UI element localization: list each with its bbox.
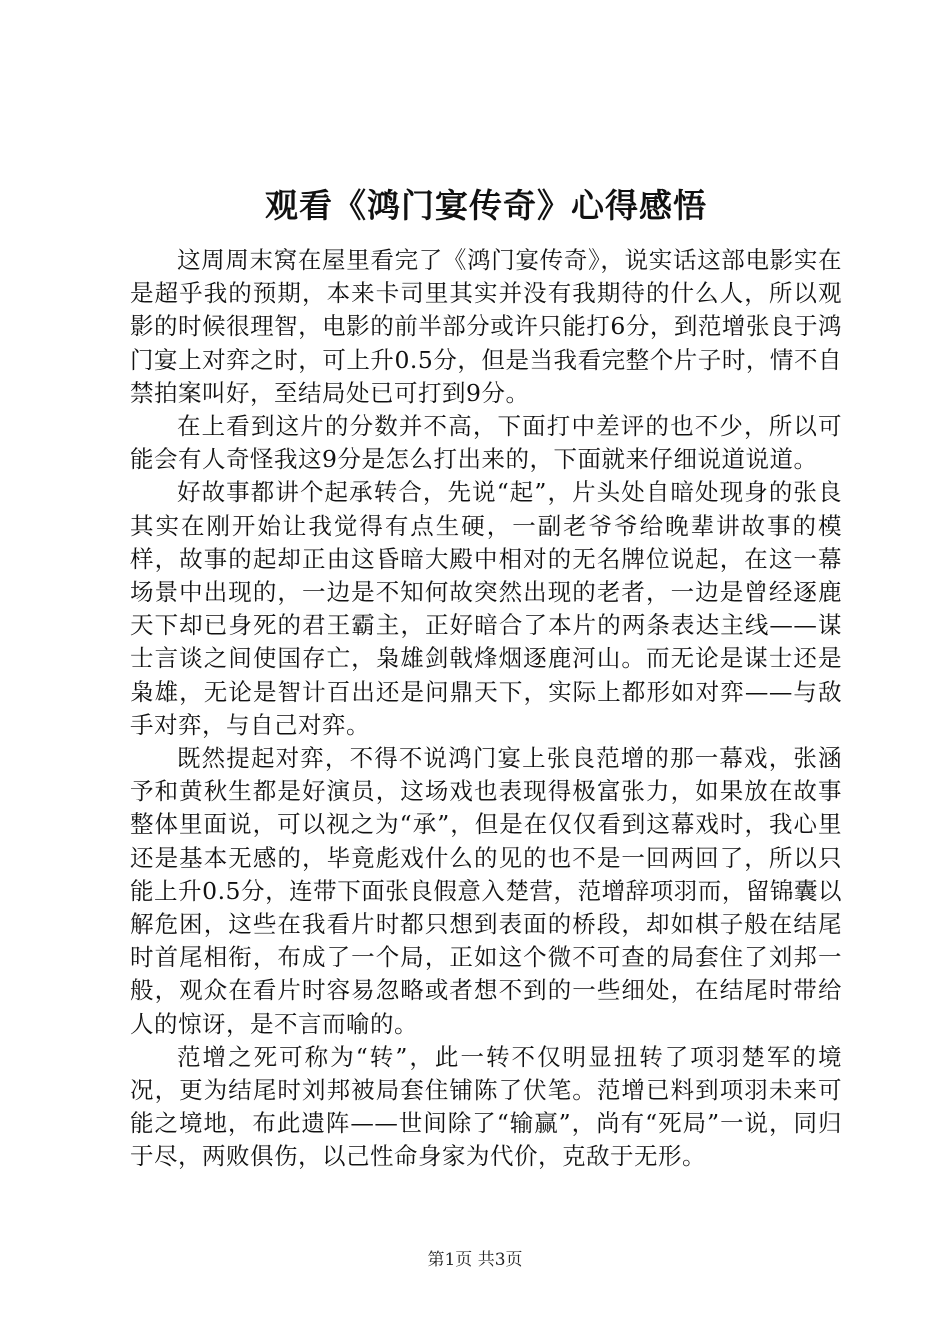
paragraph-3: 好故事都讲个起承转合，先说“起”，片头处自暗处现身的张良其实在刚开始让我觉得有点生硬，一副老爷爷给晚辈讲故事的模样，故事的起却正由这昏暗大殿中相对的无名牌位说起，在这一幕场景中出现的，一边是不知何故突然出现的老者，一边是曾经逐鹿天下却已身死的君王霸主，正好暗合了本片的两条表达主线——谋士言谈之间使国存亡，枭雄剑戟烽烟逐鹿河山。而无论是谋士还是枭雄，无论是智计百出还是问鼎天下，实际上都形如对弈——与敌手对弈，与自己对弈。 xyxy=(130,478,842,739)
paragraph-2: 在上看到这片的分数并不高，下面打中差评的也不少，所以可能会有人奇怪我这9分是怎么打出来的，下面就来仔细说道说道。 xyxy=(130,412,842,474)
paragraph-1: 这周周末窝在屋里看完了《鸿门宴传奇》，说实话这部电影实在是超乎我的预期，本来卡司里其实并没有我期待的什么人，所以观影的时候很理智，电影的前半部分或许只能打6分，到范增张良于鸿门宴上对弈之时，可上升0.5分，但是当我看完整个片子时，情不自禁拍案叫好，至结局处已可打到9分。 xyxy=(130,246,842,407)
page-footer: 第1页 共3页 xyxy=(427,1250,523,1270)
document-title: 观看《鸿门宴传奇》心得感悟 xyxy=(265,186,707,225)
paragraph-4: 既然提起对弈，不得不说鸿门宴上张良范增的那一幕戏，张涵予和黄秋生都是好演员，这场戏也表现得极富张力，如果放在故事整体里面说，可以视之为“承”，但是在仅仅看到这幕戏时，我心里还是基本无感的，毕竟彪戏什么的见的也不是一回两回了，所以只能上升0.5分，连带下面张良假意入楚营，范增辞项羽而，留锦囊以解危困，这些在我看片时都只想到表面的桥段，却如棋子般在结尾时首尾相衔，布成了一个局，正如这个微不可查的局套住了刘邦一般，观众在看片时容易忽略或者想不到的一些细处，在结尾时带给人的惊讶，是不言而喻的。 xyxy=(130,744,842,1038)
paragraph-5: 范增之死可称为“转”，此一转不仅明显扭转了项羽楚军的境况，更为结尾时刘邦被局套住铺陈了伏笔。范增已料到项羽未来可能之境地，布此遗阵——世间除了“输赢”，尚有“死局”一说，同归于尽，两败俱伤，以己性命身家为代价，克敌于无形。 xyxy=(130,1042,842,1171)
document-page xyxy=(130,180,842,1174)
